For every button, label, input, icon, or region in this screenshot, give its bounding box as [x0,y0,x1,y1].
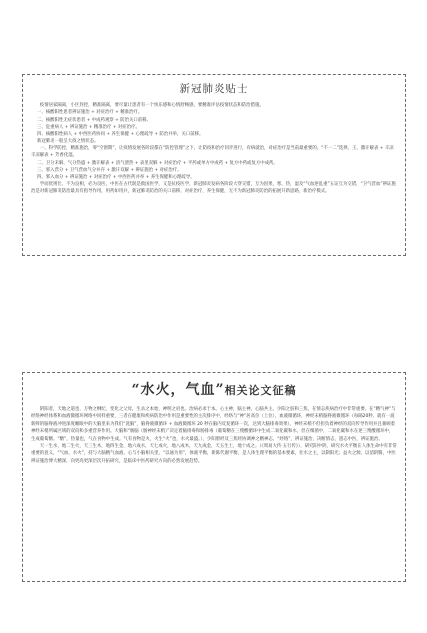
tips-intro: 疫情居家隔离，小区封控，精准隔离，要尽量让患者有一个快乐感和心情舒畅感，要精准评估疫情状态和防治措施。 [39,103,264,108]
paper-paragraph: 天一生水，地二生火，天三生木，地四生金，地六成水，天七成火，地八成木，天九成金，天五生土，地十成之。（《周易大传·五行传》），研究阳中阴，研究水火平衡在人体生命中有非常重要的意义，“气血，水火”，持与大脑精气血液，心与小脑相关里，“以通为用”，体液平衡，新陈代谢平衡，是人体生理平衡的基本要素，壮水之主，以制阳光；益火之源，以消阴翳，中医辨证施治博大精深，向更高更深层次开拓研究，是临床中医药研究方向的必然发展趋势。 [31,444,397,464]
tips-paragraph: 一、科学防控，精准施治，零“空窗期”，让疫情发展各阶段都在“防控管理”之下，让防疫和治疗同步进行，有病就治，对症治疗是当前最重要的。“不一二”选择，王，激讦解表 + 辛凉辛凉解表 + 芳香化湿。 [31,145,394,159]
tips-item: 三、邪入营分 + 卫气营血气分并存 + 激讦双解 + 辨证施治 + 对症治疗。 [37,167,182,173]
paper-paragraph: 阴阳者，天地之道也，万物之纲纪，变化之父母，生杀之本始，神明之府也。治病必求于本。心主神，脑主神，心脑共主。少阳之脏和三焦，在情志疾病治疗中非常重要。在“精气神”与经络神经体系和血液微循环网络中同样重要，三者在健康和疾病防治中作用是重要性的主次排序中，经络与“神”居高位（上位），血液微循环，神经末梢脑脊液微循环（每隔20秒，就有一波新鲜的脑脊液冲进深度睡眠中的大脑里来为我们“洗脑”，脑脊液微循环 + 血液微循环 20 秒在脑内反复循环一次，达到大脑排毒效果），神经末梢不但担负着神经的双向传导作用并且兼顾着神经末梢所属区域的双向和多重营养作用。大脑和“肠脑（肠神经末梢）”决定着脑排毒和肠排毒（葡萄糖在三羧酸循环中生成二氧化碳和水，但在细菌中，二氧化碳和水在逆三羧酸循环中，生成葡萄糖。“糖”，热量也，气在食物中生成。气有食物是火，火生“火”也，水火最盛。），少阳胆经及三焦经协调神之精神志，“经络”，辨证施治，决断情志，遗志中医，辨证施治。 [31,407,396,442]
tips-item: 四、邪入血分 + 辨证施治 + 对症治疗 + 中西医药并举 + 养生保健和心理疏导。 [37,174,195,180]
tips-item: 二、核酸阳性无症状患者 + 中成药观察 + 防治关口前移。 [37,117,151,123]
tips-note: 新冠肺炎一般呈大疫之情状态。 [37,138,99,144]
tips-item: 三、危重病人 + 辨证施治 + 精准治疗 + 对症治疗。 [37,124,140,130]
tips-item: 四、核酸阳性病人 + 中西医药协同 + 养生保健 + 心理疏导 + 防治并举，关口前移。 [37,131,204,137]
call-for-papers-box [22,372,406,582]
tips-item: 二、卫分未解，气分热盛 + 激讦解表 + 清气泄热 + 表里双解 + 对症治疗 + 平药或单方中成药 + 复方中药或复方中成药。 [37,160,278,166]
call-for-papers-title [31,379,397,399]
tips-item: 一、核酸阳性患者辨证施治 + 对症治疗 + 精准治疗。 [37,110,143,116]
tips-box [22,74,406,256]
tips-title: 新冠肺炎贴士 [179,83,249,95]
title-part: 气血” [185,382,225,398]
title-part: 相关论文征稿 [224,384,297,397]
tips-paragraph: 学而优则仕，不为良相，必为良医，中医在古代既是救国医学，又是抗疫医学，新冠肺炎发病各阶段大穿交错，互为因果，寒，热，湿及“气血逆乱重”五证互为交错，“卫气营血”辨证施治是对新冠肺炎防治最具有指导作用，用药如用兵，新冠肺炎防治的关口前移，对症治疗，养生保健，无不为新冠肺炎防治的拓展开新思路，新治疗模式。 [31,181,396,195]
title-part: “水火， [131,382,186,398]
